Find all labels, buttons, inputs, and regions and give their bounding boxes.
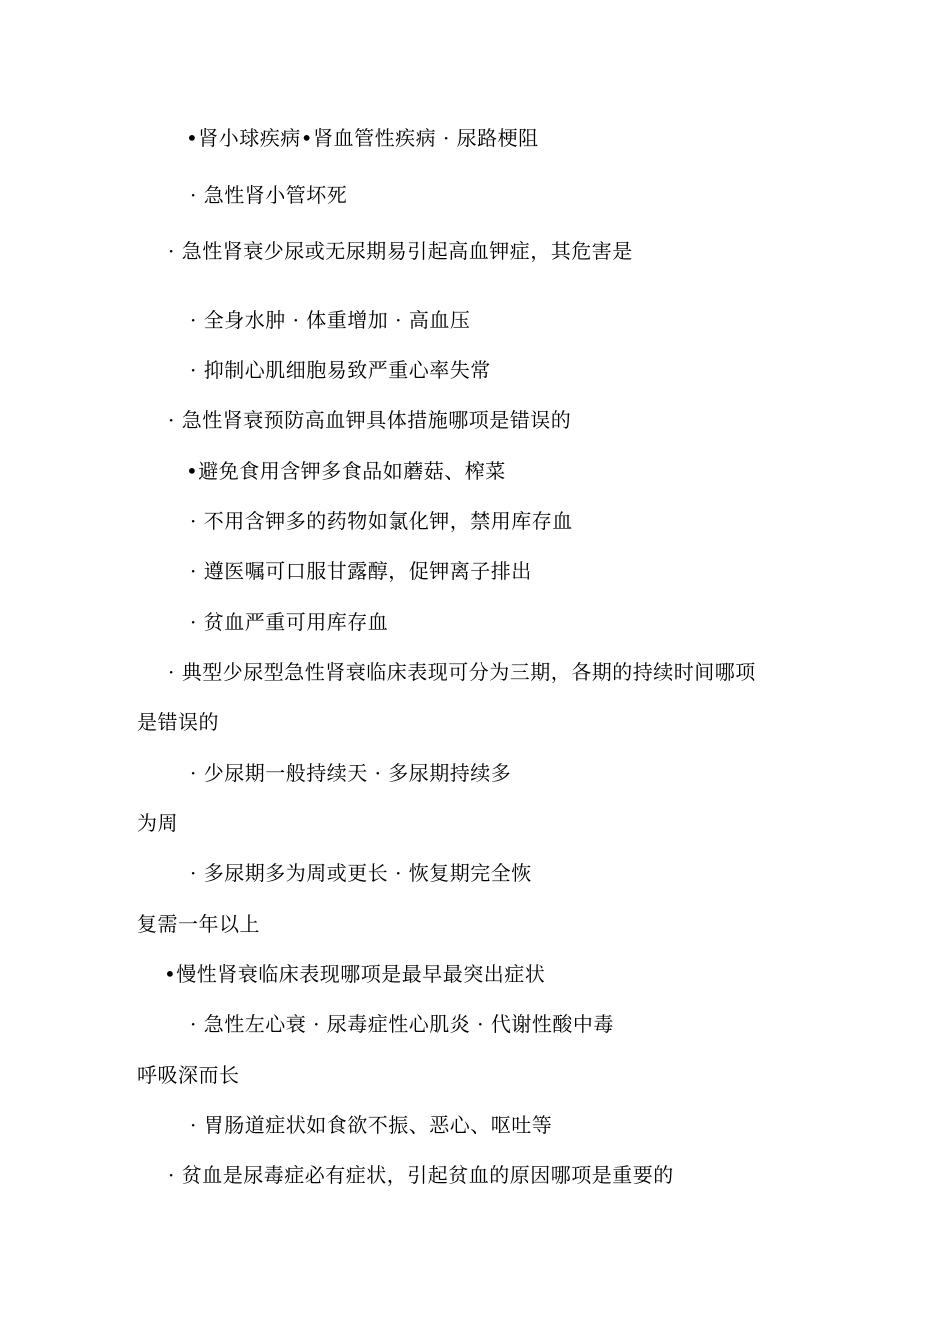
- question-line: · 急性肾衰预防高血钾具体措施哪项是错误的: [168, 408, 572, 432]
- option-continuation: 复需一年以上: [137, 912, 260, 936]
- option-line: · 急性肾小管坏死: [190, 183, 348, 207]
- option-line: · 遵医嘱可口服甘露醇，促钾离子排出: [190, 559, 532, 583]
- question-line: · 典型少尿型急性肾衰临床表现可分为三期，各期的持续时间哪项: [168, 660, 756, 684]
- option-line: · 多尿期多为周或更长 · 恢复期完全恢: [190, 861, 532, 885]
- option-line: · 抑制心肌细胞易致严重心率失常: [190, 358, 491, 382]
- option-line: •肾小球疾病•肾血管性疾病 · 尿路梗阻: [186, 126, 539, 150]
- option-line: · 不用含钾多的药物如氯化钾，禁用库存血: [190, 509, 573, 533]
- option-continuation: 为周: [137, 811, 178, 835]
- option-line: •避免食用含钾多食品如蘑菇、榨菜: [186, 459, 506, 483]
- option-line: · 急性左心衰 · 尿毒症性心肌炎 · 代谢性酸中毒: [190, 1012, 614, 1036]
- option-line: · 全身水肿 · 体重增加 · 高血压: [190, 308, 471, 332]
- question-line: •慢性肾衰临床表现哪项是最早最突出症状: [164, 962, 546, 986]
- question-line: · 贫血是尿毒症必有症状，引起贫血的原因哪项是重要的: [168, 1163, 674, 1187]
- option-line: · 贫血严重可用库存血: [190, 610, 389, 634]
- option-line: · 胃肠道症状如食欲不振、恶心、呕吐等: [190, 1113, 553, 1137]
- option-continuation: 呼吸深而长: [137, 1063, 240, 1087]
- question-continuation: 是错误的: [137, 710, 219, 734]
- option-line: · 少尿期一般持续天 · 多尿期持续多: [190, 761, 512, 785]
- question-line: · 急性肾衰少尿或无尿期易引起高血钾症，其危害是: [168, 239, 633, 263]
